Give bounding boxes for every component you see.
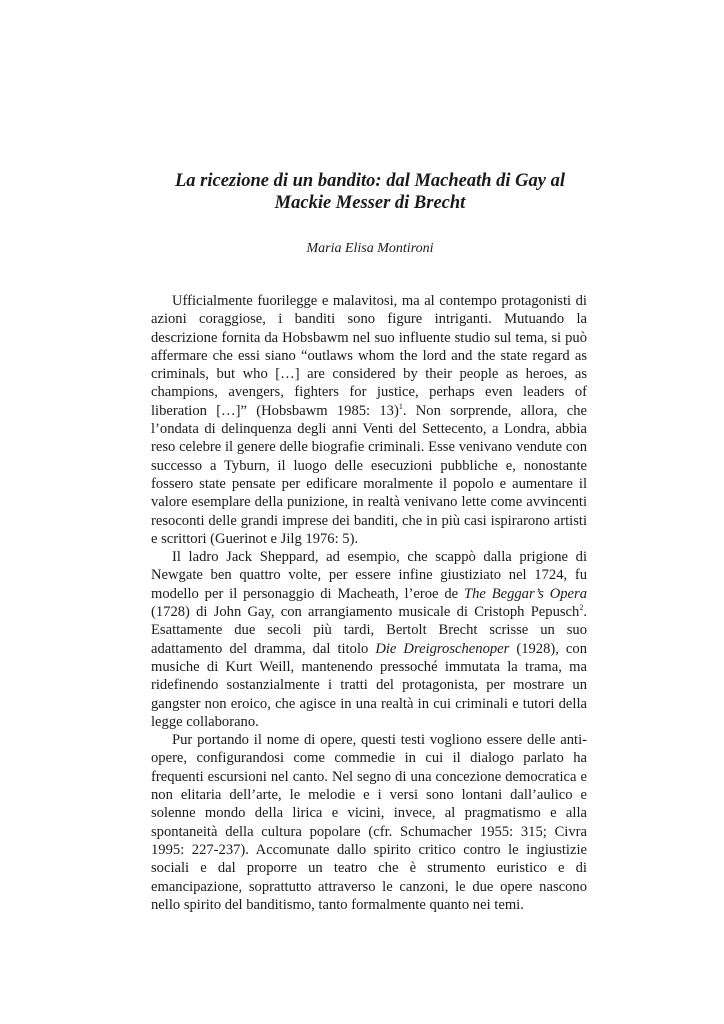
article-author: Maria Elisa Montironi [306,241,434,256]
article-title-line-1: La ricezione di un bandito: dal Macheath di Gay al [174,171,566,191]
article-title [150,170,590,214]
footnote-marker-1[interactable]: 1 [398,401,403,411]
work-title-beggars-opera: The Beggar’s Opera [463,585,587,602]
paragraph-1 [151,292,587,548]
paragraph-1-text-a: Ufficialmente fuorilegge e malavitosi, ma al contempo protagonisti di azioni coraggiose, i banditi sono figure intriganti. Mutuando la descrizione fornita da Hobsbawm nel suo influente studio sul tema, si può affermare che essi siano “outlaws whom the lord and the state regard as criminals, but who […] are considered by their people as heroes, as champions, avengers, fighters for justice, perhaps even leaders of liberation […]” (Hobsbawm 1985: 13) [151,293,587,419]
paragraph-2 [151,548,587,731]
paragraph-3: Pur portando il nome di opere, questi testi vogliono essere delle anti-opere, configurandosi come commedie in cui il dialogo parlato ha frequenti escursioni nel canto. Nel segno di una concezione democratica e non elitaria dell’arte, le melodie e i versi sono lontani dall’aulico e solenne mondo della lirica e vicini, invece, al pragmatismo e alla spontaneità della cultura popolare (cfr. Schumacher 1955: 315; Civra 1995: 227-237). Accomunate dallo spirito critico contro le ingiustizie sociali e dal proporre un teatro che è strumento euristico e di emancipazione, soprattutto attraverso le canzoni, le due opere nascono nello spirito del banditismo, tanto formalmente quanto nei temi. [151,732,587,913]
paragraph-2-text-c: . Esattamente due secoli più tardi, Bertolt Brecht scrisse un suo adattamento del dramma, dal titolo [151,604,587,657]
footnote-marker-2[interactable]: 2 [579,603,584,613]
paragraph-2-text-d: (1928), con musiche di Kurt Weill, mantenendo pressoché immutata la trama, ma ridefinendo sostanzialmente i tratti del protagonista, per mostrare un gangster non eroico, che agisce in una realtà in cui criminali e tutori della legge collaborano. [151,640,587,730]
work-title-dreigroschenoper: Die Dreigroschenoper [375,640,510,657]
paragraph-2-text-b: (1728) di John Gay, con arrangiamento musicale di Cristoph Pepusch [151,604,580,621]
paragraph-1-text-b: . Non sorprende, allora, che l’ondata di delinquenza degli anni Venti del Settecento, a Londra, abbia reso celebre il genere delle biografie criminali. Esse venivano vendute con successo a Tyburn, il luogo delle esecuzioni pubbliche e, nonostante fossero state pensate per edificare moralmente il popolo e aumentare il valore esemplare della punizione, in realtà venivano lette come avvincenti resoconti delle grandi imprese dei banditi, che in più casi ispirarono artisti e scrittori (Guerinot e Jilg 1976: 5). [151,402,587,547]
article-body [151,292,587,914]
paragraph-2-text-a: Il ladro Jack Sheppard, ad esempio, che scappò dalla prigione di Newgate ben quattro volte, per essere infine giustiziato nel 1724, fu modello per il personaggio di Macheath, l’eroe de [151,549,587,602]
article-title-line-2: Mackie Messer di Brecht [274,193,466,213]
